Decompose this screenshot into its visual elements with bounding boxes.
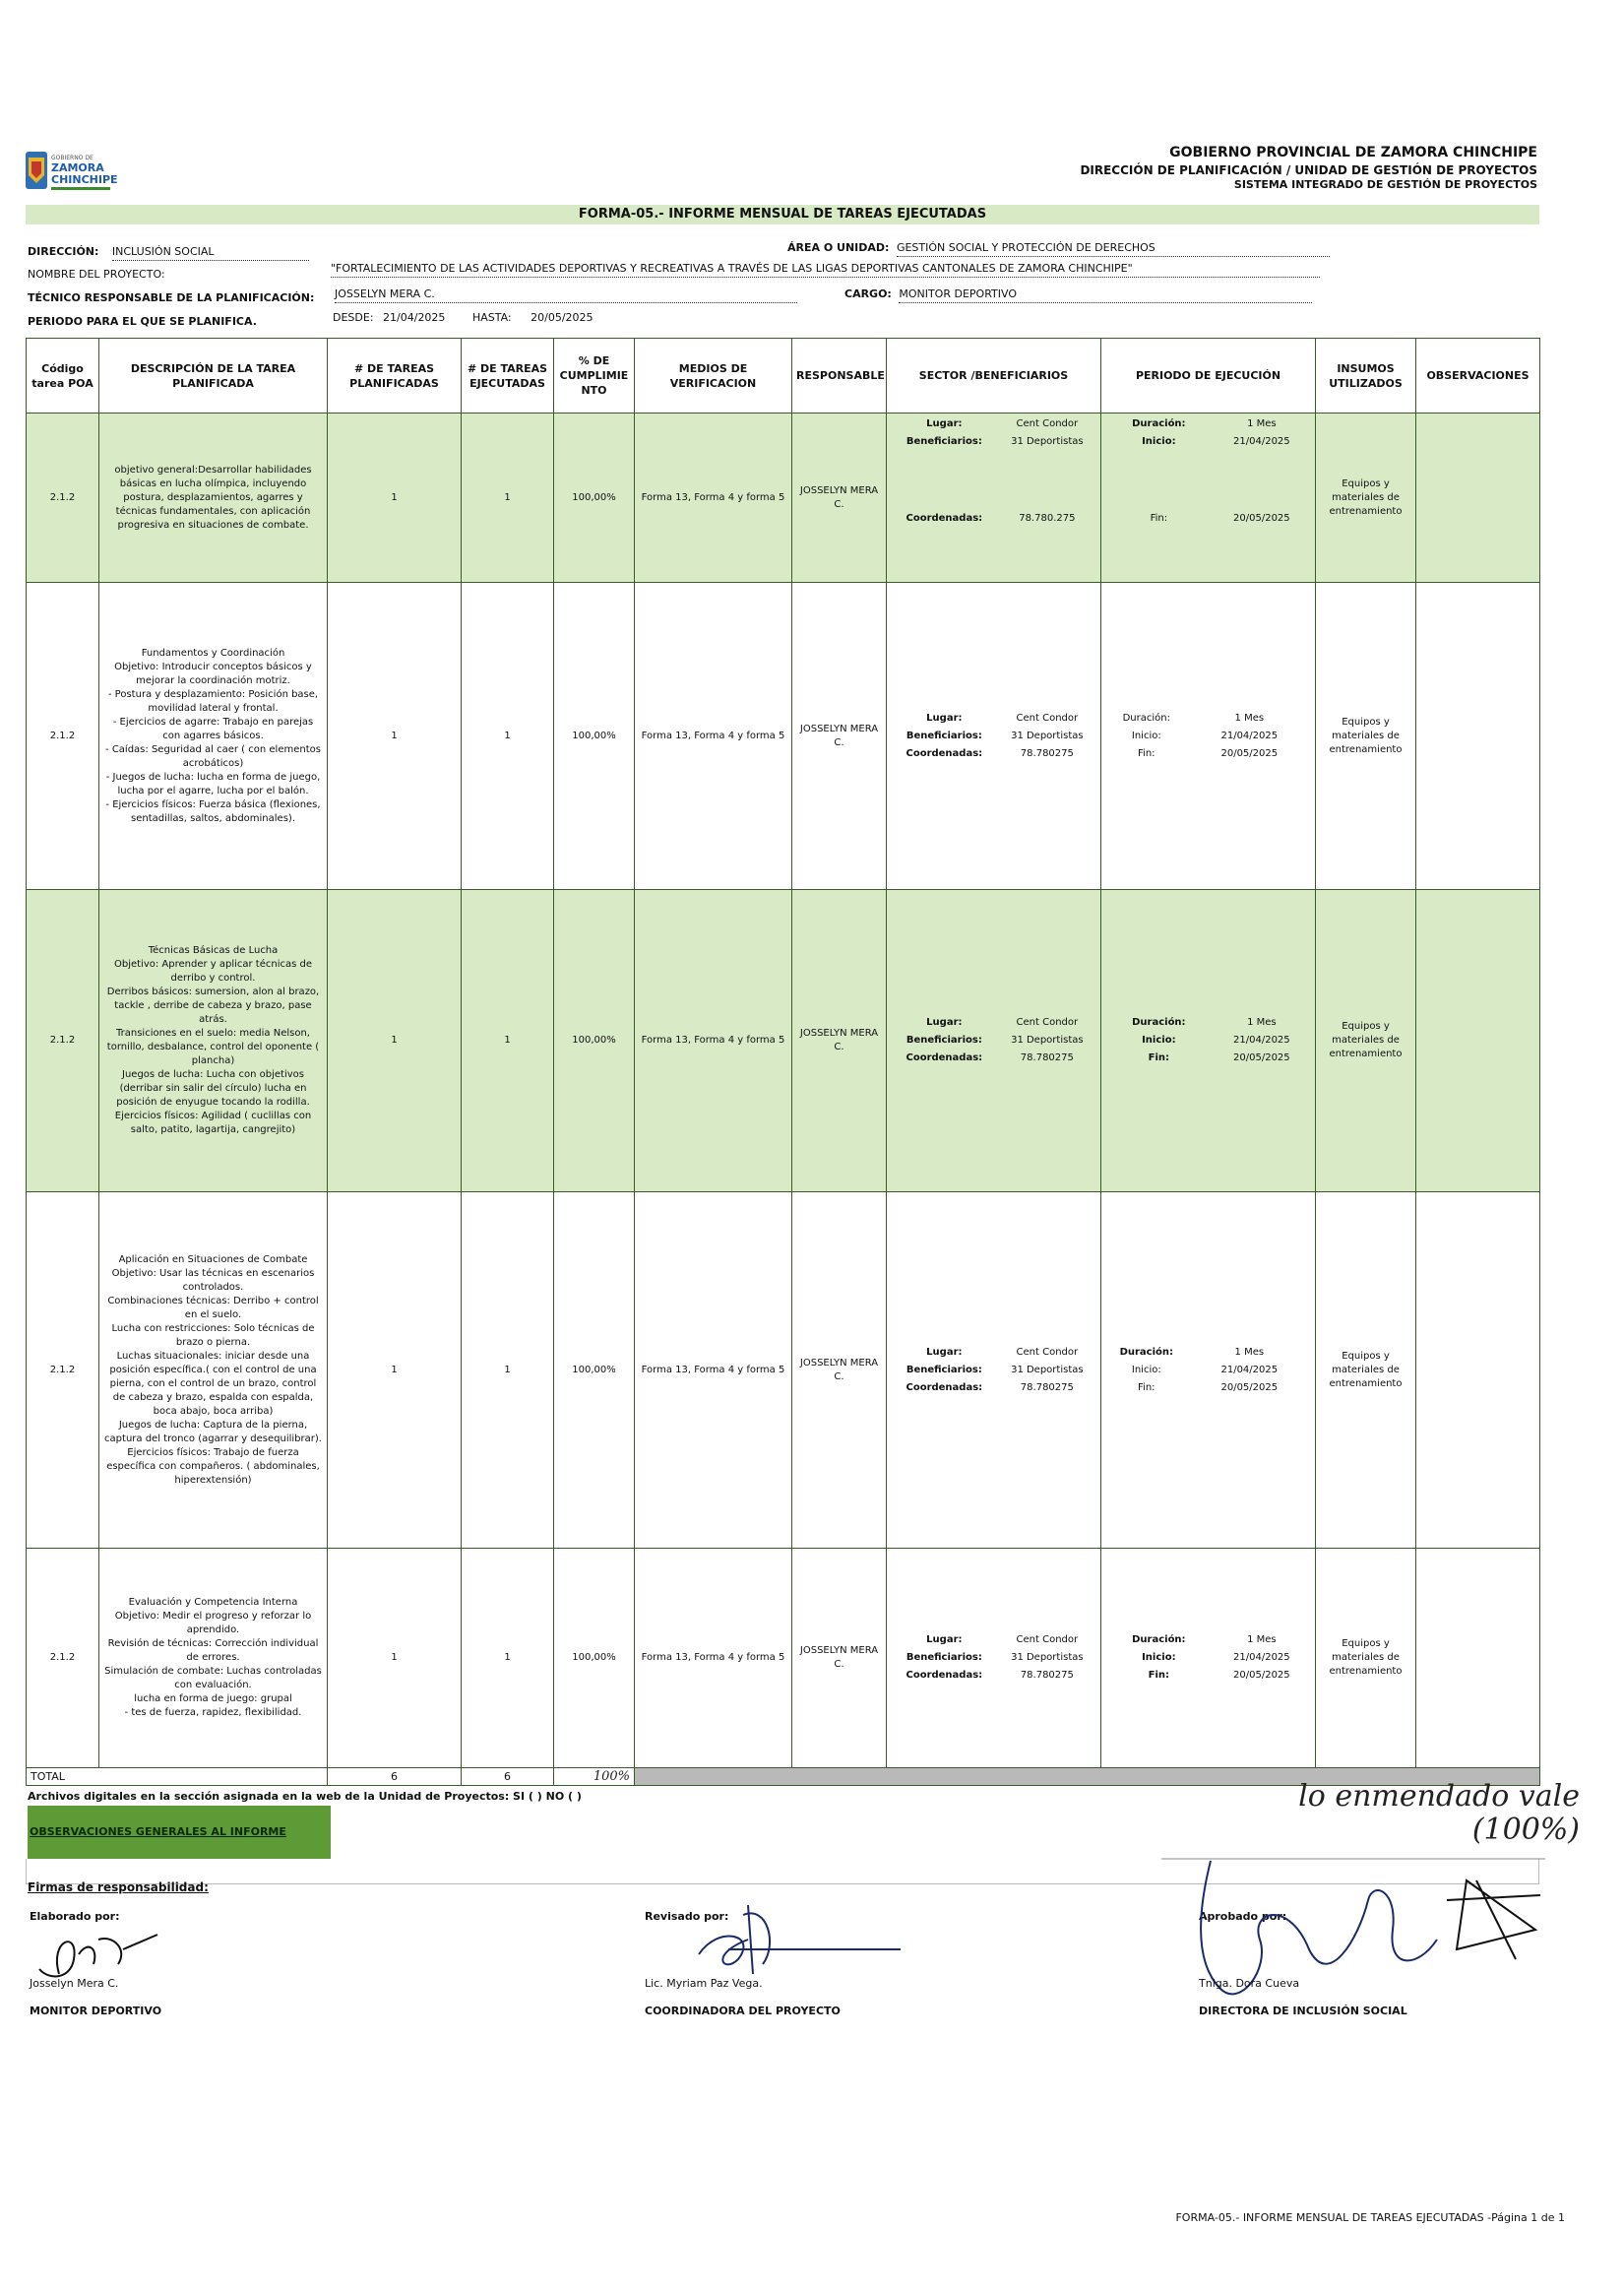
cell-responsable: JOSSELYN MERA C. — [792, 1192, 887, 1549]
cell-cumplimiento: 100,00% — [554, 1549, 635, 1768]
cell-responsable: JOSSELYN MERA C. — [792, 890, 887, 1192]
col-medios: MEDIOS DE VERIFICACION — [635, 339, 792, 414]
aprobado-label: Aprobado por: — [1199, 1910, 1287, 1923]
cell-insumos: Equipos y materiales de entrenamiento — [1316, 890, 1416, 1192]
svg-text:ZAMORA: ZAMORA — [51, 161, 104, 174]
organization-header — [1080, 144, 1537, 193]
cell-medios: Forma 13, Forma 4 y forma 5 — [635, 414, 792, 583]
col-insumos: INSUMOS UTILIZADOS — [1316, 339, 1416, 414]
cell-descripcion: Fundamentos y Coordinación Objetivo: Introducir conceptos básicos y mejorar la coordinación motriz. - Postura y desplazamiento: Posición base, movilidad lateral y frontal. - Ejercicios de agarre: Trabajo en parejas con agarres básicos. - Caídas: Seguridad al caer ( con elementos acrobáticos) - Juegos de lucha: lucha en forma de juego, lucha por el agarre, lucha por el balón. - Ejercicios físicos: Fuerza básica (flexiones, sentadillas, saltos, abdominales). — [99, 583, 328, 890]
cell-insumos: Equipos y materiales de entrenamiento — [1316, 1192, 1416, 1549]
col-codigo: Código tarea POA — [27, 339, 99, 414]
org-line-1: GOBIERNO PROVINCIAL DE ZAMORA CHINCHIPE — [1169, 145, 1537, 160]
cell-observaciones — [1416, 583, 1540, 890]
cell-responsable: JOSSELYN MERA C. — [792, 414, 887, 583]
cell-observaciones — [1416, 1549, 1540, 1768]
col-ejecutadas: # DE TAREAS EJECUTADAS — [462, 339, 554, 414]
col-cumplimiento: % DE CUMPLIMIE NTO — [554, 339, 635, 414]
tecnico-value: JOSSELYN MERA C. — [335, 286, 797, 303]
cell-observaciones — [1416, 1192, 1540, 1549]
cell-codigo: 2.1.2 — [27, 1549, 99, 1768]
cell-sector: Lugar: Cent Condor Beneficiarios: 31 Deportistas Coordenadas: 78.780275 — [887, 583, 1101, 890]
col-sector: SECTOR /BENEFICIARIOS — [887, 339, 1101, 414]
provincial-logo — [26, 148, 163, 199]
cell-ejecutadas: 1 — [462, 1549, 554, 1768]
cell-planificadas: 1 — [328, 890, 462, 1192]
col-planificadas: # DE TAREAS PLANIFICADAS — [328, 339, 462, 414]
direccion-field: DIRECCIÓN: INCLUSIÓN SOCIAL — [28, 244, 309, 261]
cell-medios: Forma 13, Forma 4 y forma 5 — [635, 890, 792, 1192]
total-planificadas: 6 — [328, 1768, 462, 1786]
svg-text:CHINCHIPE: CHINCHIPE — [51, 173, 118, 186]
periodo-range: DESDE: 21/04/2025 HASTA: 20/05/2025 — [333, 311, 593, 324]
cell-responsable: JOSSELYN MERA C. — [792, 583, 887, 890]
cell-periodo: Duración: 1 Mes Inicio: 21/04/2025 Fin: 20/05/2025 — [1101, 1192, 1316, 1549]
cell-medios: Forma 13, Forma 4 y forma 5 — [635, 1549, 792, 1768]
cell-codigo: 2.1.2 — [27, 414, 99, 583]
firmas-title: Firmas de responsabilidad: — [28, 1880, 209, 1894]
cell-observaciones — [1416, 414, 1540, 583]
proyecto-label: NOMBRE DEL PROYECTO: — [28, 268, 165, 281]
observaciones-generales-label: OBSERVACIONES GENERALES AL INFORME — [30, 1825, 286, 1838]
total-ejecutadas: 6 — [462, 1768, 554, 1786]
cell-ejecutadas: 1 — [462, 583, 554, 890]
cell-descripcion: Técnicas Básicas de Lucha Objetivo: Aprender y aplicar técnicas de derribo y control. Derribos básicos: sumersion, alon al brazo, tackle , derribe de cabeza y brazo, pase atrás. Transiciones en el suelo: media Nelson, tornillo, desbalance, control del oponente ( plancha) Juegos de lucha: Lucha con objetivos (derribar sin salir del círculo) lucha en posición de enyugue tocando la rodilla. Ejercicios físicos: Agilidad ( cuclillas con salto, patito, lagartija, cangrejito) — [99, 890, 328, 1192]
cell-planificadas: 1 — [328, 583, 462, 890]
table-row — [27, 414, 1540, 583]
area-field: ÁREA O UNIDAD: GESTIÓN SOCIAL Y PROTECCIÓN DE DERECHOS — [787, 240, 1330, 257]
total-cumplimiento: 100% — [554, 1768, 635, 1786]
cell-cumplimiento: 100,00% — [554, 583, 635, 890]
cell-periodo: Duración: 1 Mes Inicio: 21/04/2025 Fin: 20/05/2025 — [1101, 890, 1316, 1192]
table-row — [27, 1192, 1540, 1549]
cell-insumos: Equipos y materiales de entrenamiento — [1316, 583, 1416, 890]
elaborado-name: Josselyn Mera C. — [30, 1977, 119, 1990]
org-line-2: DIRECCIÓN DE PLANIFICACIÓN / UNIDAD DE GESTIÓN DE PROYECTOS — [1080, 162, 1537, 177]
cell-descripcion: Aplicación en Situaciones de Combate Objetivo: Usar las técnicas en escenarios controlados. Combinaciones técnicas: Derribo + control en el suelo. Lucha con restricciones: Solo técnicas de brazo o pierna. Luchas situacionales: iniciar desde una posición específica.( con el control de una pierna, con el control de un brazo, control de cabeza y brazo, espalda con espalda, boca abajo, boca arriba) Juegos de lucha: Captura de la pierna, captura del tronco (agarrar y desequilibrar). Ejercicios físicos: Trabajo de fuerza específica con compañeros. ( abdominales, hiperextensión) — [99, 1192, 328, 1549]
aprobado-role: DIRECTORA DE INCLUSIÓN SOCIAL — [1199, 2005, 1407, 2017]
cell-ejecutadas: 1 — [462, 414, 554, 583]
page-footer: FORMA-05.- INFORME MENSUAL DE TAREAS EJECUTADAS -Página 1 de 1 — [1175, 2211, 1565, 2224]
cell-cumplimiento: 100,00% — [554, 414, 635, 583]
cell-codigo: 2.1.2 — [27, 890, 99, 1192]
cell-cumplimiento: 100,00% — [554, 890, 635, 1192]
svg-text:GOBIERNO DE: GOBIERNO DE — [51, 155, 94, 161]
elaborado-role: MONITOR DEPORTIVO — [30, 2005, 162, 2017]
cell-planificadas: 1 — [328, 414, 462, 583]
table-row — [27, 1549, 1540, 1768]
proyecto-value: "FORTALECIMIENTO DE LAS ACTIVIDADES DEPORTIVAS Y RECREATIVAS A TRAVÉS DE LAS LIGAS DEPORTIVAS CANTONALES DE ZAMORA CHINCHIPE" — [331, 261, 1320, 278]
cell-descripcion: objetivo general:Desarrollar habilidades básicas en lucha olímpica, incluyendo postura, desplazamientos, agarres y técnicas fundamentales, con aplicación progresiva en situaciones de combate. — [99, 414, 328, 583]
cell-insumos: Equipos y materiales de entrenamiento — [1316, 414, 1416, 583]
revisado-name: Lic. Myriam Paz Vega. — [645, 1977, 763, 1990]
cell-ejecutadas: 1 — [462, 890, 554, 1192]
revisado-label: Revisado por: — [645, 1910, 729, 1923]
cell-codigo: 2.1.2 — [27, 1192, 99, 1549]
observaciones-generales-bar — [28, 1806, 331, 1859]
col-observaciones: OBSERVACIONES — [1416, 339, 1540, 414]
tecnico-label: TÉCNICO RESPONSABLE DE LA PLANIFICACIÓN: — [28, 291, 315, 304]
cell-sector: Lugar: Cent Condor Beneficiarios: 31 Deportistas Coordenadas: 78.780275 — [887, 890, 1101, 1192]
cell-cumplimiento: 100,00% — [554, 1192, 635, 1549]
col-descripcion: DESCRIPCIÓN DE LA TAREA PLANIFICADA — [99, 339, 328, 414]
cell-periodo: Duración: 1 Mes Inicio: 21/04/2025 Fin: 20/05/2025 — [1101, 414, 1316, 583]
cell-descripcion: Evaluación y Competencia Interna Objetivo: Medir el progreso y reforzar lo aprendido. Revisión de técnicas: Corrección individual de errores. Simulación de combate: Luchas controladas con evaluación. lucha en forma de juego: grupal - tes de fuerza, rapidez, flexibilidad. — [99, 1549, 328, 1768]
form-title: FORMA-05.- INFORME MENSUAL DE TAREAS EJECUTADAS — [26, 205, 1539, 224]
cell-periodo: Duración: 1 Mes Inicio: 21/04/2025 Fin: 20/05/2025 — [1101, 1549, 1316, 1768]
archivos-digitales-note: Archivos digitales en la sección asignada en la web de la Unidad de Proyectos: SI ( ) NO ( ) — [28, 1790, 582, 1803]
cell-planificadas: 1 — [328, 1192, 462, 1549]
col-periodo: PERIODO DE EJECUCIÓN — [1101, 339, 1316, 414]
cell-sector: Lugar: Cent Condor Beneficiarios: 31 Deportistas Coordenadas: 78.780.275 — [887, 414, 1101, 583]
handwritten-note: lo enmendado vale (100%) — [1298, 1779, 1580, 1847]
revisado-signature — [679, 1895, 906, 1984]
cell-codigo: 2.1.2 — [27, 583, 99, 890]
cell-insumos: Equipos y materiales de entrenamiento — [1316, 1549, 1416, 1768]
col-responsable: RESPONSABLE — [792, 339, 887, 414]
table-row — [27, 583, 1540, 890]
cell-sector: Lugar: Cent Condor Beneficiarios: 31 Deportistas Coordenadas: 78.780275 — [887, 1549, 1101, 1768]
cell-planificadas: 1 — [328, 1549, 462, 1768]
tasks-table — [26, 338, 1540, 1786]
table-row — [27, 890, 1540, 1192]
aprobado-name: Tnlga. Dora Cueva — [1199, 1977, 1300, 1990]
periodo-label: PERIODO PARA EL QUE SE PLANIFICA. — [28, 315, 257, 328]
cell-responsable: JOSSELYN MERA C. — [792, 1549, 887, 1768]
cell-sector: Lugar: Cent Condor Beneficiarios: 31 Deportistas Coordenadas: 78.780275 — [887, 1192, 1101, 1549]
elaborado-label: Elaborado por: — [30, 1910, 120, 1923]
cell-medios: Forma 13, Forma 4 y forma 5 — [635, 583, 792, 890]
cargo-field: CARGO: MONITOR DEPORTIVO — [844, 286, 1312, 303]
total-label: TOTAL — [27, 1768, 328, 1786]
table-header-row — [27, 339, 1540, 414]
cell-periodo: Duración: 1 Mes Inicio: 21/04/2025 Fin: 20/05/2025 — [1101, 583, 1316, 890]
revisado-role: COORDINADORA DEL PROYECTO — [645, 2005, 841, 2017]
cell-medios: Forma 13, Forma 4 y forma 5 — [635, 1192, 792, 1549]
cell-observaciones — [1416, 890, 1540, 1192]
org-line-3: SISTEMA INTEGRADO DE GESTIÓN DE PROYECTOS — [1233, 178, 1537, 192]
cell-ejecutadas: 1 — [462, 1192, 554, 1549]
